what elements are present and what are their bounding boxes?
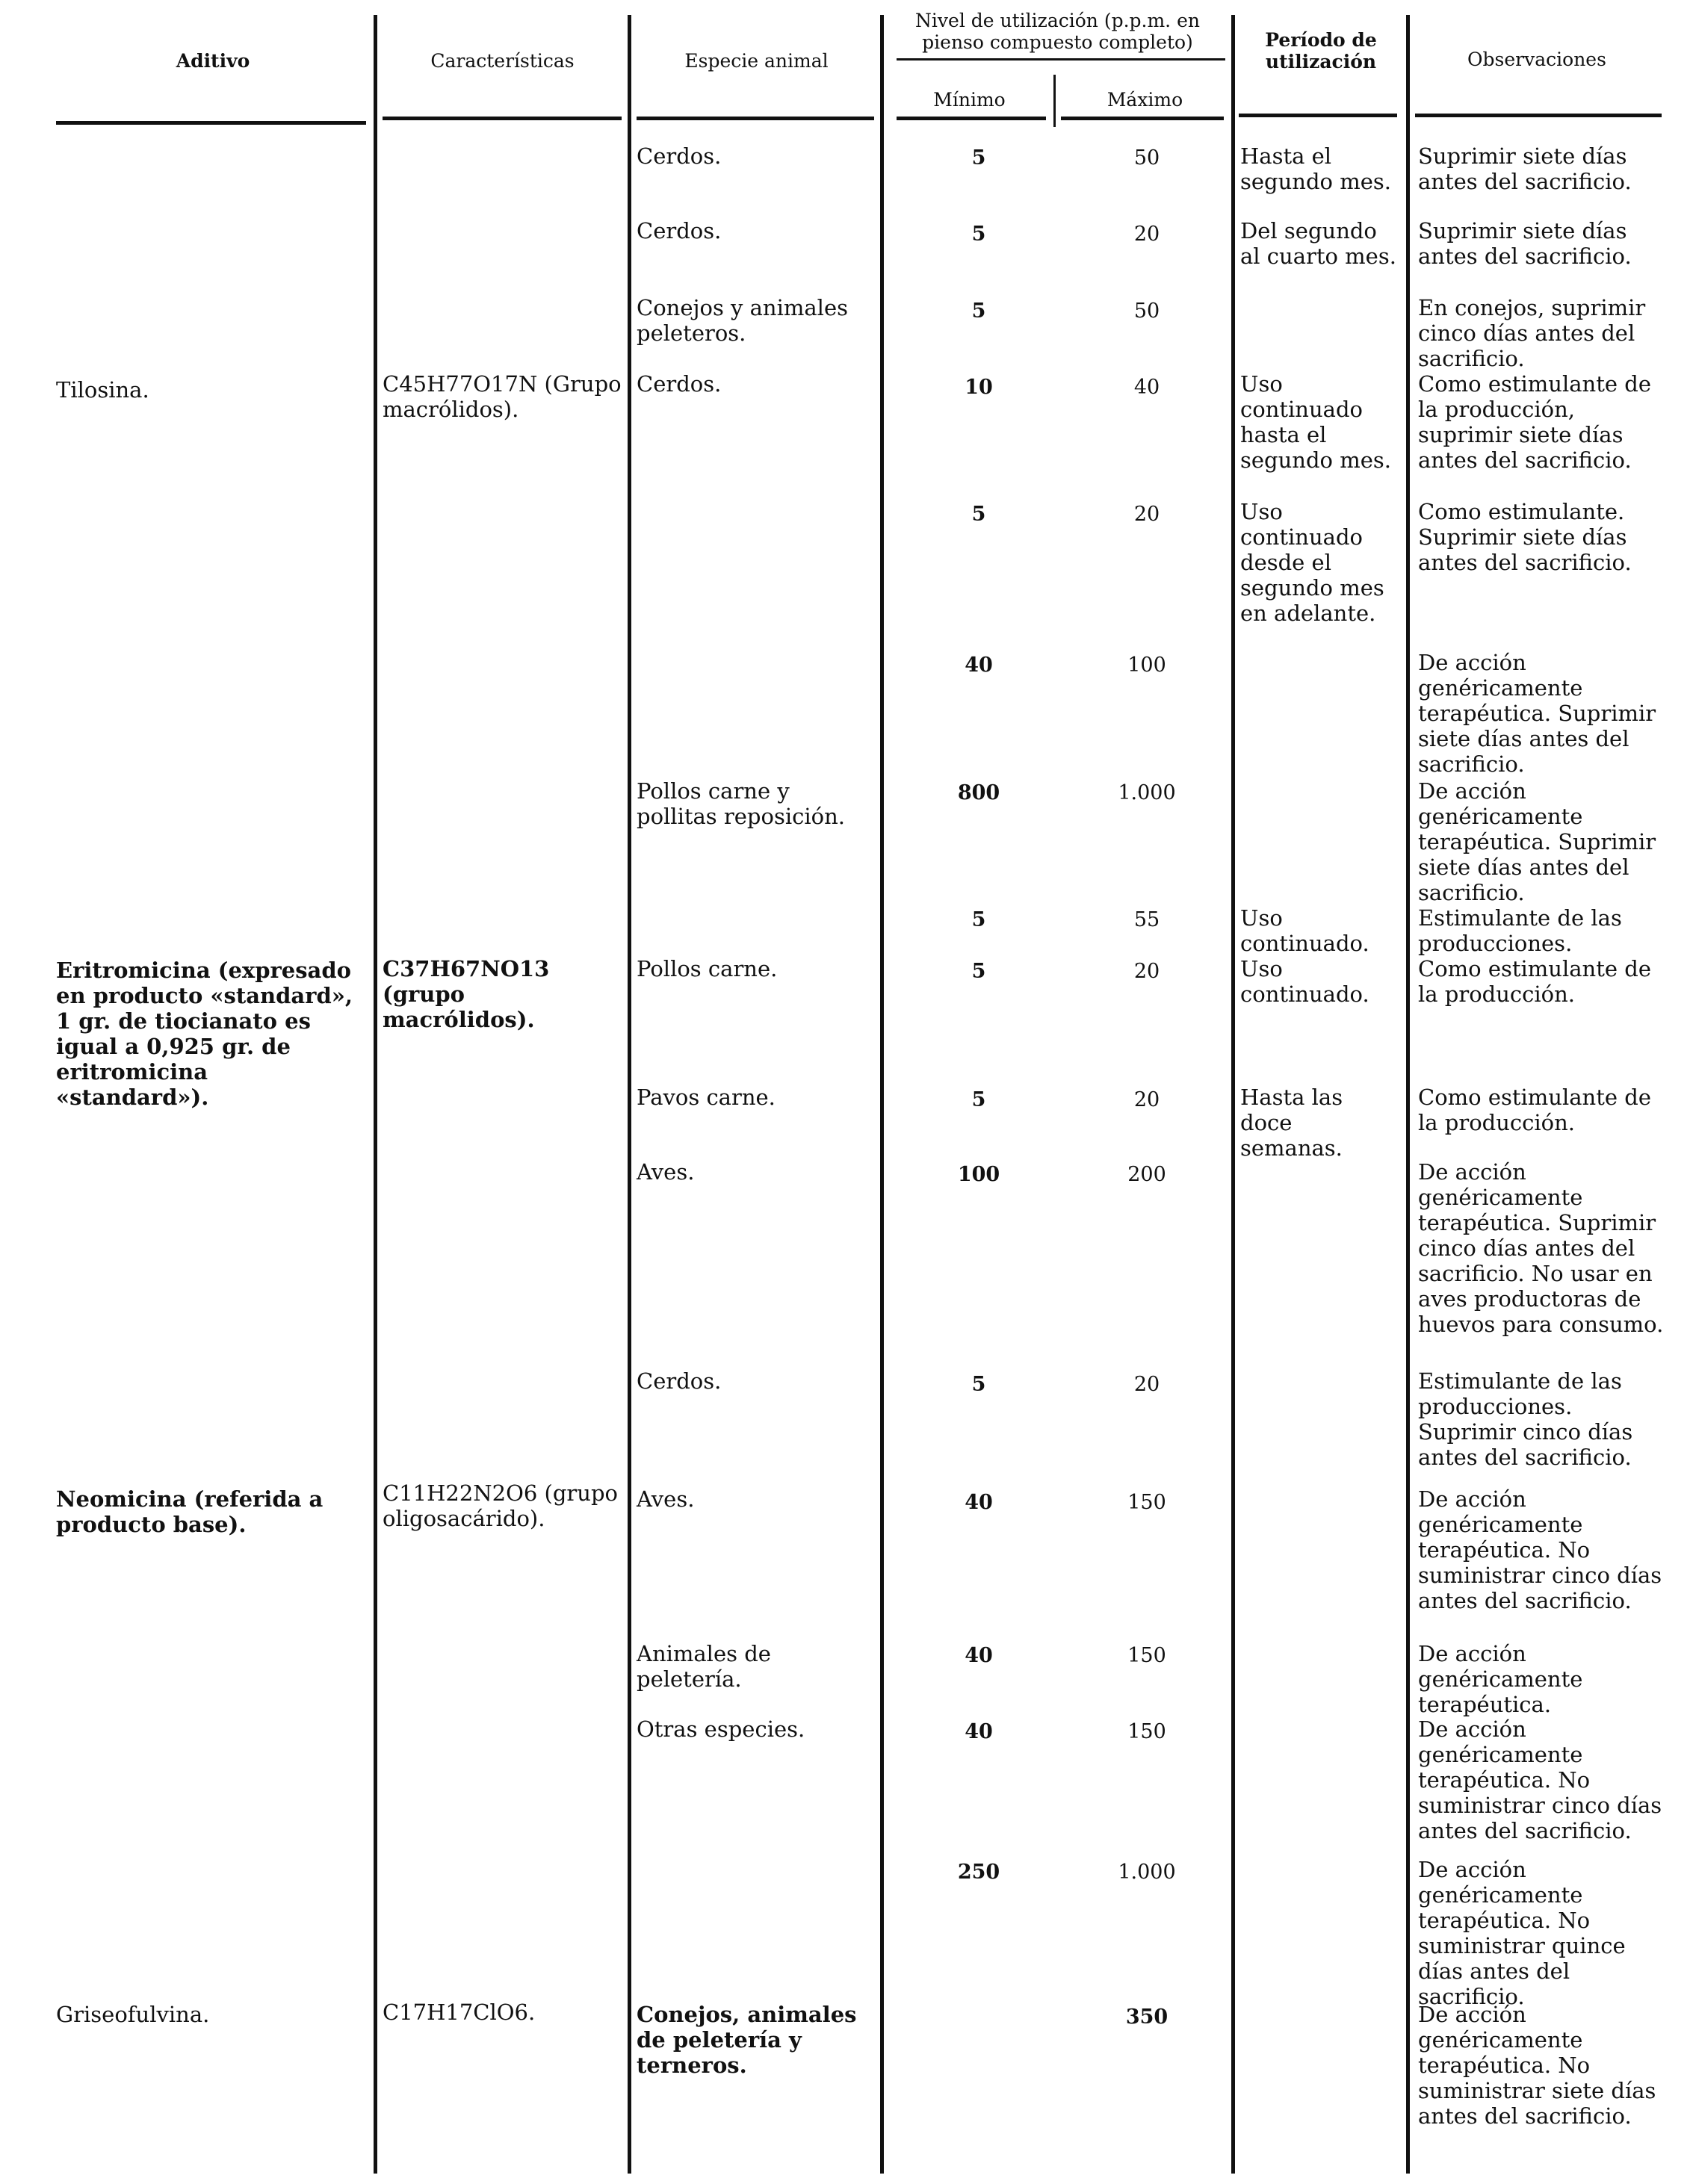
minimo-cell: 5: [971, 1088, 986, 1111]
formula-tilosina: C45H77O17N (Grupo macrólidos).: [383, 371, 622, 422]
header-minimo: Mínimo: [933, 89, 1006, 111]
periodo-cell: Uso continuado.: [1240, 956, 1369, 1007]
header-periodo: Período de utilización: [1265, 29, 1377, 72]
observaciones-cell: Estimulante de las producciones.: [1418, 905, 1622, 956]
minimo-cell: 40: [965, 1491, 993, 1514]
especie-cell: Cerdos.: [637, 371, 722, 397]
observaciones-cell: En conejos, suprimir cinco días antes del sacrificio.: [1418, 295, 1646, 371]
observaciones-cell: De acción genéricamente terapéutica. No suministrar quince días antes del sacrificio.: [1418, 1857, 1626, 2009]
observaciones-cell: De acción genéricamente terapéutica. Suprimir siete días antes del sacrificio.: [1418, 778, 1656, 905]
especie-cell: Animales de peletería.: [637, 1641, 771, 1692]
maximo-cell: 20: [1133, 503, 1160, 526]
observaciones-cell: De acción genéricamente terapéutica.: [1418, 1641, 1583, 1717]
periodo-cell: Hasta el segundo mes.: [1240, 143, 1391, 194]
observaciones-cell: Estimulante de las producciones. Suprimir cinco días antes del sacrificio.: [1418, 1368, 1633, 1470]
minimo-cell: 5: [971, 908, 986, 931]
header-rule: [897, 117, 1046, 120]
minimo-cell: 40: [965, 1644, 993, 1667]
maximo-cell: 20: [1133, 223, 1160, 246]
observaciones-cell: De acción genéricamente terapéutica. No suministrar siete días antes del sacrificio.: [1418, 2002, 1656, 2129]
maximo-cell: 1.000: [1118, 781, 1176, 804]
header-rule: [637, 117, 874, 120]
especie-cell: Cerdos.: [637, 1368, 722, 1394]
especie-cell: Aves.: [637, 1486, 695, 1512]
maximo-cell: 20: [1133, 960, 1160, 983]
formula-neomicina: C11H22N2O6 (grupo oligosacárido).: [383, 1480, 618, 1531]
header-rule: [1415, 114, 1662, 117]
column-rule: [1231, 15, 1235, 2174]
maximo-cell: 150: [1127, 1491, 1166, 1514]
especie-cell: Conejos, animales de peletería y terneros.: [637, 2002, 857, 2078]
maximo-cell: 20: [1133, 1373, 1160, 1396]
maximo-cell: 55: [1133, 908, 1160, 931]
observaciones-cell: Suprimir siete días antes del sacrificio.: [1418, 218, 1632, 269]
maximo-cell: 20: [1133, 1088, 1160, 1111]
maximo-cell: 150: [1127, 1720, 1166, 1743]
minimo-cell: 250: [957, 1861, 1000, 1884]
header-observaciones: Observaciones: [1467, 49, 1606, 70]
column-rule: [374, 15, 377, 2174]
periodo-cell: Uso continuado.: [1240, 905, 1369, 956]
maximo-cell: 100: [1127, 654, 1166, 677]
minimo-cell: 5: [971, 960, 986, 983]
maximo-cell: 150: [1127, 1644, 1166, 1667]
column-rule: [628, 15, 631, 2174]
column-rule-min-max: [1053, 75, 1056, 127]
column-rule: [1406, 15, 1410, 2174]
aditivo-eritromicina: Eritromicina (expresado en producto «standard», 1 gr. de tiocianato es igual a 0,925 gr. de eritromicina «standard»).: [56, 958, 353, 1110]
maximo-cell: 1.000: [1118, 1861, 1176, 1884]
minimo-cell: 40: [965, 654, 993, 677]
header-nivel-utilizacion: Nivel de utilización (p.p.m. en pienso compuesto completo): [915, 10, 1200, 53]
header-nivel-rule: [897, 58, 1225, 61]
minimo-cell: 40: [965, 1720, 993, 1743]
column-rule: [880, 15, 884, 2174]
minimo-cell: 5: [971, 1373, 986, 1396]
observaciones-cell: Como estimulante de la producción.: [1418, 956, 1651, 1007]
especie-cell: Otras especies.: [637, 1716, 805, 1742]
minimo-cell: 5: [971, 300, 986, 323]
header-especie-animal: Especie animal: [684, 50, 829, 72]
header-rule: [1061, 117, 1224, 120]
observaciones-cell: Como estimulante de la producción, suprimir siete días antes del sacrificio.: [1418, 371, 1651, 473]
minimo-cell: 10: [965, 376, 993, 399]
observaciones-cell: De acción genéricamente terapéutica. No suministrar cinco días antes del sacrificio.: [1418, 1486, 1662, 1613]
header-maximo: Máximo: [1106, 89, 1183, 111]
periodo-cell: Hasta las doce semanas.: [1240, 1085, 1343, 1161]
especie-cell: Conejos y animales peleteros.: [637, 295, 848, 346]
header-rule: [56, 121, 366, 125]
header-rule: [1239, 114, 1397, 117]
especie-cell: Pollos carne y pollitas reposición.: [637, 778, 845, 829]
especie-cell: Cerdos.: [637, 143, 722, 169]
aditivo-griseofulvina: Griseofulvina.: [56, 2002, 210, 2027]
maximo-cell: 200: [1127, 1163, 1166, 1186]
observaciones-cell: Suprimir siete días antes del sacrificio.: [1418, 143, 1632, 194]
observaciones-cell: De acción genéricamente terapéutica. No suministrar cinco días antes del sacrificio.: [1418, 1716, 1662, 1843]
observaciones-cell: Como estimulante de la producción.: [1418, 1085, 1651, 1135]
header-rule: [383, 117, 622, 120]
aditivo-tilosina: Tilosina.: [56, 377, 149, 403]
minimo-cell: 5: [971, 146, 986, 170]
maximo-cell: 40: [1133, 376, 1160, 399]
especie-cell: Cerdos.: [637, 218, 722, 243]
header-aditivo: Aditivo: [176, 50, 250, 72]
observaciones-cell: Como estimulante. Suprimir siete días antes del sacrificio.: [1418, 499, 1632, 575]
minimo-cell: 5: [971, 223, 986, 246]
maximo-cell: 350: [1125, 2005, 1169, 2029]
aditivo-neomicina: Neomicina (referida a producto base).: [56, 1486, 324, 1537]
maximo-cell: 50: [1133, 300, 1160, 323]
especie-cell: Aves.: [637, 1159, 695, 1185]
especie-cell: Pollos carne.: [637, 956, 778, 981]
minimo-cell: 5: [971, 503, 986, 526]
minimo-cell: 100: [957, 1163, 1000, 1186]
periodo-cell: Del segundo al cuarto mes.: [1240, 218, 1396, 269]
periodo-cell: Uso continuado desde el segundo mes en adelante.: [1240, 499, 1384, 626]
observaciones-cell: De acción genéricamente terapéutica. Suprimir siete días antes del sacrificio.: [1418, 650, 1656, 777]
maximo-cell: 50: [1133, 146, 1160, 170]
formula-griseofulvina: C17H17ClO6.: [383, 2000, 536, 2025]
especie-cell: Pavos carne.: [637, 1085, 776, 1110]
header-caracteristicas: Características: [430, 50, 575, 72]
formula-eritromicina: C37H67NO13 (grupo macrólidos).: [383, 956, 550, 1032]
periodo-cell: Uso continuado hasta el segundo mes.: [1240, 371, 1391, 473]
minimo-cell: 800: [957, 781, 1000, 804]
observaciones-cell: De acción genéricamente terapéutica. Suprimir cinco días antes del sacrificio. No usar en aves productoras de huevos para consumo.: [1418, 1159, 1664, 1337]
